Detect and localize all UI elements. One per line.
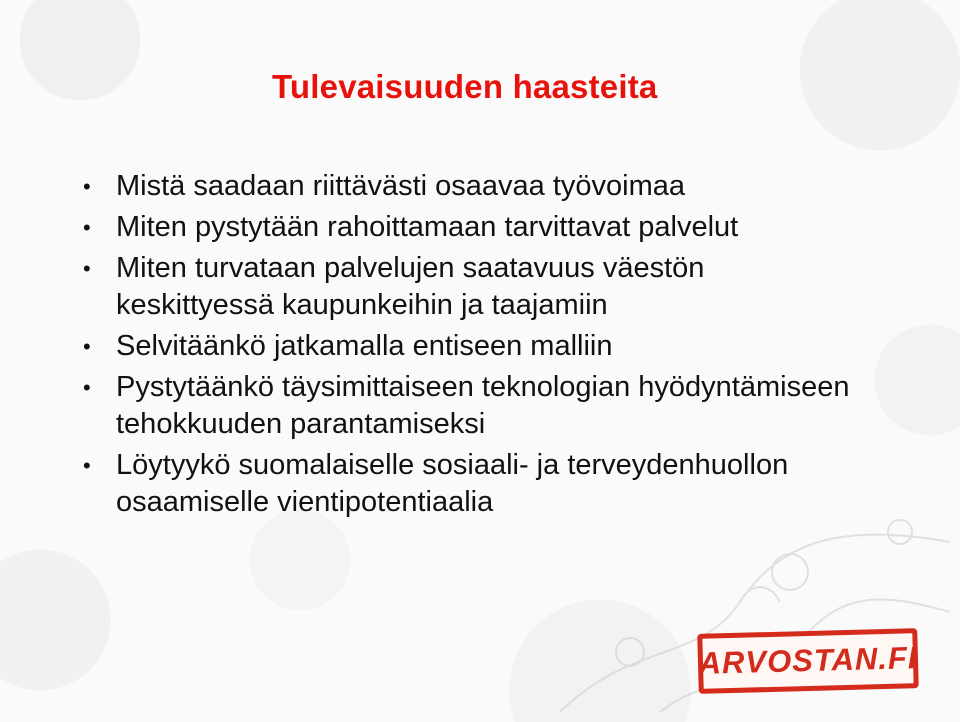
bullet-text: Löytyykö suomalaiselle sosiaali- ja terveydenhuollon xyxy=(116,449,789,481)
bullet-dot: • xyxy=(83,215,91,240)
slide-title: Tulevaisuuden haasteita xyxy=(272,68,658,105)
bullet-item xyxy=(83,168,933,205)
bullet-text: Miten turvataan palvelujen saatavuus väestön xyxy=(116,252,705,284)
logo-text: ARVOSTAN.FI xyxy=(698,640,918,681)
bullet-text: Selvitäänkö jatkamalla entiseen malliin xyxy=(116,330,613,362)
bullet-dot: • xyxy=(83,375,91,400)
arvostan-logo xyxy=(698,625,918,699)
bullet-text: Pystytäänkö täysimittaiseen teknologian hyödyntämiseen xyxy=(116,371,850,403)
bullet-text: osaamiselle vientipotentiaalia xyxy=(116,486,494,518)
bullet-text: keskittyessä kaupunkeihin ja taajamiin xyxy=(116,289,608,321)
bullet-dot: • xyxy=(83,174,91,199)
bullet-dot: • xyxy=(83,453,91,478)
bullet-item xyxy=(83,369,933,443)
bullet-item xyxy=(83,328,933,365)
bullet-text: Miten pystytään rahoittamaan tarvittavat palvelut xyxy=(116,211,739,243)
bullet-item xyxy=(83,250,933,324)
bullet-dot: • xyxy=(83,256,91,281)
logo-frame xyxy=(697,628,918,694)
bullet-list xyxy=(83,168,933,525)
bullet-dot: • xyxy=(83,334,91,359)
bullet-text: Mistä saadaan riittävästi osaavaa työvoimaa xyxy=(116,170,686,202)
bullet-text: tehokkuuden parantamiseksi xyxy=(116,408,486,440)
bullet-item xyxy=(83,209,933,246)
bullet-item xyxy=(83,447,933,521)
